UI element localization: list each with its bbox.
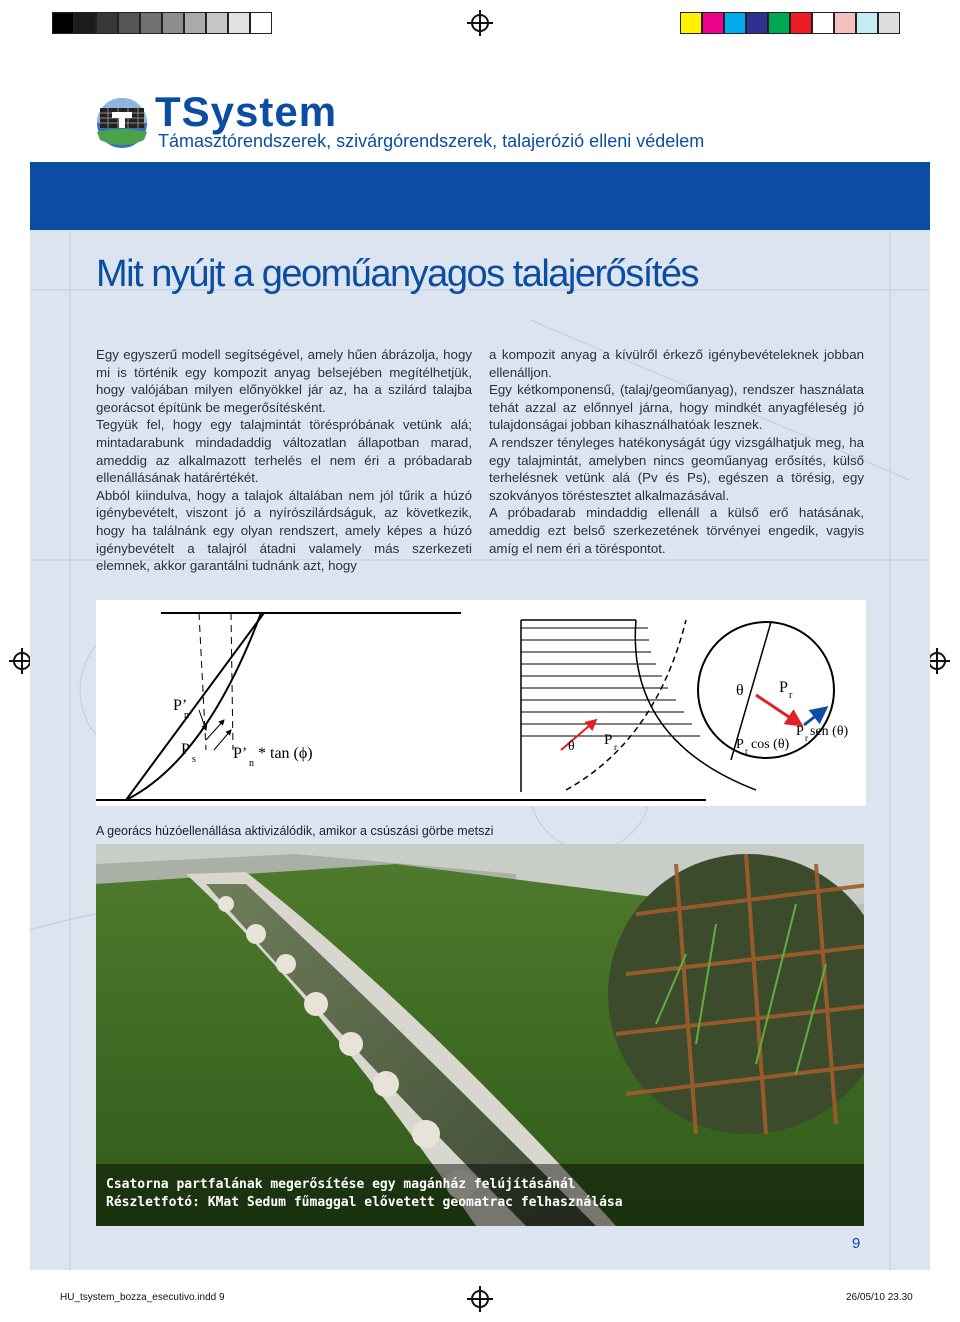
pn-label: P’	[173, 697, 188, 714]
photo-caption-line1: Csatorna partfalának megerősítése egy magánház felújításánál	[106, 1177, 576, 1192]
page-number: 9	[852, 1235, 861, 1252]
footer-filename: HU_tsystem_bozza_esecutivo.indd 9	[60, 1292, 225, 1303]
paragraph: A próbadarab mindaddig ellenáll a külső erő hatásának, ameddig ezt belső szerkezetének törvényei engedik, vagyis amíg el nem éri a töréspontot.	[489, 505, 864, 556]
geogrid-diagram	[96, 600, 866, 806]
brand-subtitle: Támasztórendszerek, szivárgórendszerek, talajerózió elleni védelem	[158, 131, 705, 151]
svg-text:s: s	[192, 754, 196, 765]
color-calibration-bar	[680, 12, 900, 34]
photo-caption-line2: Részletfotó: KMat Sedum fűmaggal elővetett geomatrac felhasználása	[106, 1195, 623, 1210]
footer-date: 26/05/10 23.30	[846, 1292, 913, 1303]
ps-label: P	[181, 741, 190, 758]
svg-text:r: r	[745, 746, 748, 756]
svg-text:* tan (ϕ): * tan (ϕ)	[258, 745, 313, 762]
pr-label-3: P	[779, 679, 788, 696]
paragraph: Egy kétkomponensű, (talaj/geoműanyag), rendszer használata tehát azzal az előnnyel járna, hogy mindkét anyagféleség jó tulajdonságai jobban kihasználhatóak lesznek.	[489, 382, 864, 433]
brand-name: TSystem	[155, 88, 338, 135]
registration-mark-left	[13, 652, 31, 670]
body-column-1	[96, 346, 472, 575]
paragraph: Egy egyszerű modell segítségével, amely hűen ábrázolja, hogy mi is történik egy kompozit anyag belsejében megítélhetjük, hogy valójában milyen előnyökkel jár az, ha a szilárd talajba georácsot építünk be megerősítésként.	[96, 347, 472, 415]
header-band	[30, 162, 930, 230]
svg-text:sen (θ): sen (θ)	[810, 724, 849, 739]
paragraph: A rendszer tényleges hatékonyságát úgy vizsgálhatjuk meg, ha egy talajmintát, amelyben nincs geoműanyag erősítés, külső terhelésnek vetünk alá (Pv és Ps), egészen a törésig, egy szokványos töréstesztet alkalmazásával.	[489, 434, 864, 503]
canal-photo	[96, 844, 864, 1226]
tan-label: P’	[233, 745, 248, 762]
svg-text:n: n	[249, 758, 254, 769]
svg-text:r: r	[805, 733, 808, 743]
svg-text:cos (θ): cos (θ)	[751, 737, 790, 752]
gray-calibration-bar	[52, 12, 272, 34]
paragraph: Tegyük fel, hogy egy talajmintát töréspróbának vetünk alá; mintadarabunk mindadaddig változatlan állapotban marad, ameddig az alkalmazott terhelés el nem éri a próbadarab ellenállásának határértékét.	[96, 417, 472, 486]
sen-label: P	[796, 724, 804, 739]
paragraph: a kompozit anyag a kívülről érkező igénybevételeknek jobban ellenálljon.	[489, 347, 864, 380]
svg-text:r: r	[789, 690, 793, 701]
theta-label-2: θ	[568, 739, 575, 754]
pr-label-2: P	[604, 732, 613, 748]
theta-label-3: θ	[736, 682, 744, 699]
page-title: Mit nyújt a geoműanyagos talajerősítés	[96, 253, 699, 295]
cos-label: P	[736, 737, 744, 752]
registration-mark-bottom	[471, 1290, 489, 1308]
tsystem-logo-icon	[94, 96, 150, 150]
body-column-2	[489, 346, 864, 557]
paragraph: Abból kiindulva, hogy a talajok általában nem jól tűrik a húzó igénybevételt, viszont jó a nyírószilárdságuk, az következik, hogy ha találnánk egy olyan rendszert, amely képes a húzó igénybevételt a talajról átadni valamely más szerkezeti elemnek, akkor garantálni tudnánk azt, hogy	[96, 487, 472, 574]
svg-text:n: n	[184, 710, 189, 721]
photo-caption	[106, 1176, 623, 1212]
registration-mark-right	[928, 652, 946, 670]
registration-mark-top	[471, 14, 489, 32]
svg-text:r: r	[614, 742, 617, 752]
diagram-caption: A georács húzóellenállása aktivizálódik, amikor a csúszási görbe metszi	[96, 824, 494, 838]
